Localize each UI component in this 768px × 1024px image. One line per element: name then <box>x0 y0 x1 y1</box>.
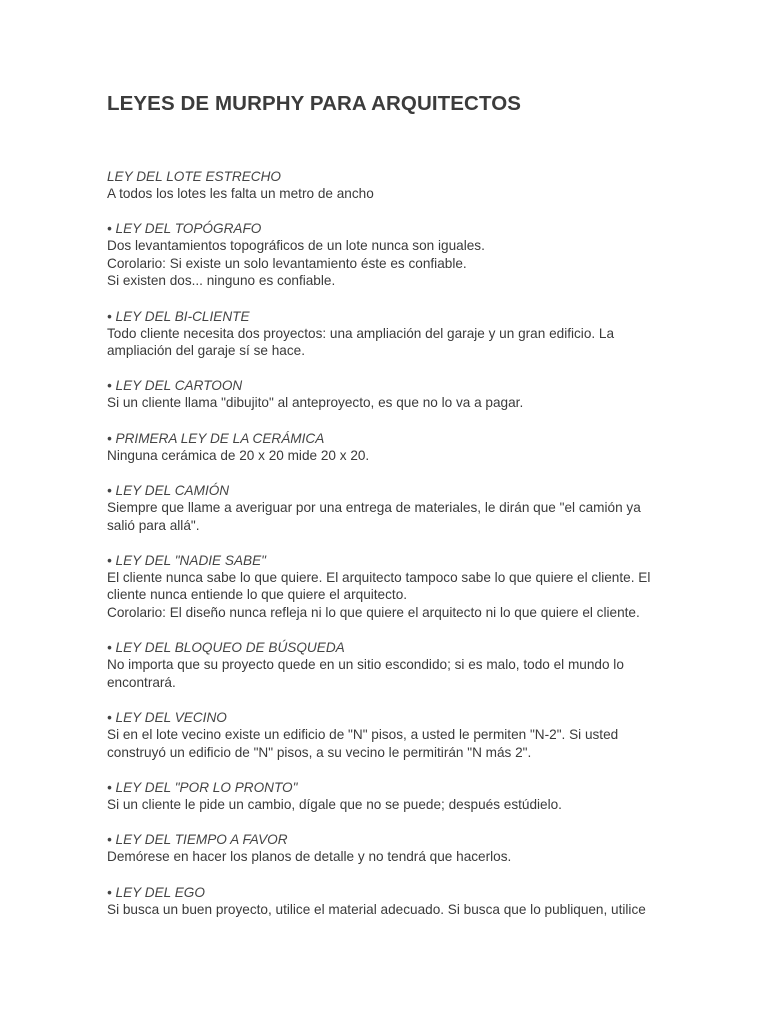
law-heading: • LEY DEL TIEMPO A FAVOR <box>107 832 288 848</box>
law-text-line: El cliente nunca sabe lo que quiere. El arquitecto tampoco sabe lo que quiere el cliente. El <box>107 570 651 586</box>
law-text-line: Si busca un buen proyecto, utilice el material adecuado. Si busca que lo publiquen, utilice <box>107 901 646 917</box>
law-text-line: cliente nunca entiende lo que quiere el arquitecto. <box>107 587 408 603</box>
law-item <box>107 482 667 534</box>
laws-list <box>107 168 667 918</box>
law-text-line: No importa que su proyecto quede en un sitio escondido; si es malo, todo el mundo lo <box>107 657 624 673</box>
law-item <box>107 639 667 691</box>
law-heading: • LEY DEL BLOQUEO DE BÚSQUEDA <box>107 640 345 656</box>
law-item <box>107 430 667 464</box>
law-heading: • LEY DEL "POR LO PRONTO" <box>107 779 298 795</box>
law-text-line: Si un cliente le pide un cambio, dígale que no se puede; después estúdielo. <box>107 796 562 812</box>
law-heading: • LEY DEL VECINO <box>107 710 227 726</box>
law-item <box>107 709 667 761</box>
law-heading: • LEY DEL BI-CLIENTE <box>107 308 250 324</box>
document-page <box>107 92 667 936</box>
law-text-line: Si existen dos... ninguno es confiable. <box>107 273 336 289</box>
law-text-line: construyó un edificio de "N" pisos, a su vecino le permitirán "N más 2". <box>107 744 532 760</box>
law-text-line: ampliación del garaje sí se hace. <box>107 343 305 359</box>
law-heading: • PRIMERA LEY DE LA CERÁMICA <box>107 430 325 446</box>
law-text-line: Corolario: El diseño nunca refleja ni lo que quiere el arquitecto ni lo que quiere el cliente. <box>107 604 640 620</box>
page-title: LEYES DE MURPHY PARA ARQUITECTOS <box>107 92 522 115</box>
law-text-line: A todos los lotes les falta un metro de ancho <box>107 186 374 201</box>
law-item <box>107 168 667 202</box>
law-heading: LEY DEL LOTE ESTRECHO <box>107 169 282 184</box>
law-item <box>107 308 667 360</box>
law-text-line: Ninguna cerámica de 20 x 20 mide 20 x 20. <box>107 447 370 463</box>
law-text-line: Si un cliente llama "dibujito" al anteproyecto, es que no lo va a pagar. <box>107 395 524 411</box>
law-text-line: Siempre que llame a averiguar por una entrega de materiales, le dirán que "el camión ya <box>107 500 641 516</box>
law-text-line: Corolario: Si existe un solo levantamiento éste es confiable. <box>107 255 467 271</box>
law-item <box>107 779 667 813</box>
law-heading: • LEY DEL CAMIÓN <box>107 483 230 499</box>
law-heading: • LEY DEL EGO <box>107 884 205 900</box>
law-text-line: Si en el lote vecino existe un edificio de "N" pisos, a usted le permiten "N-2". Si usted <box>107 727 619 743</box>
law-item <box>107 884 667 918</box>
law-item <box>107 377 667 411</box>
law-heading: • LEY DEL CARTOON <box>107 378 243 394</box>
law-item <box>107 552 667 621</box>
law-item <box>107 831 667 865</box>
law-heading: • LEY DEL "NADIE SABE" <box>107 553 266 569</box>
law-text-line: encontrará. <box>107 674 176 690</box>
law-text-line: Todo cliente necesita dos proyectos: una ampliación del garaje y un gran edificio. La <box>107 325 615 341</box>
law-heading: • LEY DEL TOPÓGRAFO <box>107 221 262 237</box>
law-text-line: Dos levantamientos topográficos de un lote nunca son iguales. <box>107 238 485 254</box>
law-item <box>107 220 667 289</box>
law-text-line: Demórese en hacer los planos de detalle y no tendrá que hacerlos. <box>107 849 512 865</box>
law-text-line: salió para allá". <box>107 517 200 533</box>
